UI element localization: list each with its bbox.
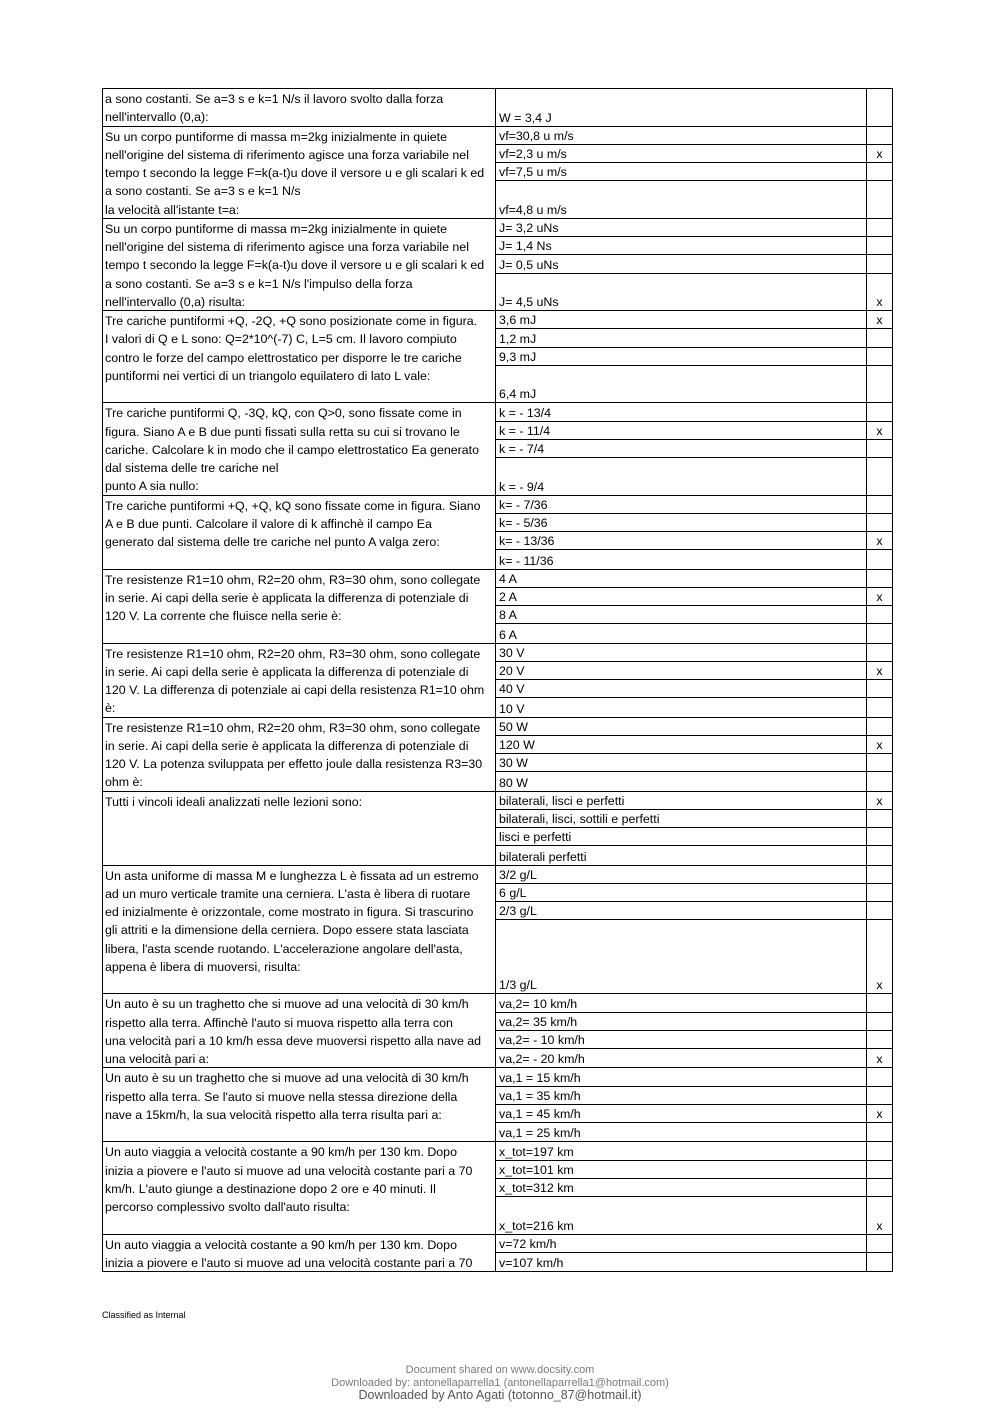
answer-mark-cell — [866, 1068, 892, 1085]
question-text: Su un corpo puntiforme di massa m=2kg inizialmente in quiete nell'origine del sistema di riferimento agisce una forza variabile nel tempo t secondo la legge F=k(a-t)u dove il versore u e gli scalari k ed a sono costanti. Se a=3 s e k=1 N/s la velocità all'istante t=a: — [105, 129, 485, 217]
question-block — [102, 1235, 893, 1273]
question-text: a sono costanti. Se a=3 s e k=1 N/s il lavoro svolto dalla forza nell'intervallo (0,a): — [105, 92, 444, 125]
answer-mark-cell — [866, 736, 892, 753]
footer-shared-note: Document shared on www.docsity.com — [405, 1364, 595, 1376]
answer-mark-cell — [866, 884, 892, 901]
answer-option: J= 1,4 Ns — [499, 239, 552, 254]
answer-option: 6 g/L — [499, 886, 527, 900]
question-text: Su un corpo puntiforme di massa m=2kg inizialmente in quiete nell'origine del sistema di riferimento agisce una forza variabile nel tempo t secondo la legge F=k(a-t)u dove il versore u e gli scalari k ed a sono costanti. Se a=3 s e k=1 N/s l'impulso della forza nell'intervallo (0,a) risulta: — [105, 221, 485, 309]
answer-row — [495, 698, 892, 716]
answer-mark-cell — [866, 792, 892, 809]
answer-row — [495, 514, 892, 532]
correct-mark: x — [876, 978, 883, 993]
answer-option: k= - 13/36 — [499, 534, 555, 549]
answer-option: J= 0,5 uNs — [499, 257, 559, 272]
answer-mark-cell — [866, 624, 892, 642]
question-block — [102, 1142, 893, 1234]
answer-mark-cell — [866, 329, 892, 346]
question-block — [102, 219, 893, 311]
answer-row — [495, 403, 892, 421]
answer-option: x_tot=101 km — [499, 1162, 574, 1177]
question-block — [102, 403, 893, 495]
answer-option: k = - 11/4 — [499, 423, 551, 438]
correct-mark: x — [876, 590, 883, 604]
answer-option: bilaterali, lisci e perfetti — [499, 793, 625, 808]
answer-mark-cell — [866, 1031, 892, 1048]
answer-option: 80 W — [499, 775, 528, 790]
question-block — [102, 792, 893, 866]
answer-mark-cell — [866, 532, 892, 549]
question-block — [102, 88, 893, 127]
answer-row — [495, 496, 892, 514]
question-block — [102, 866, 893, 995]
answer-row — [495, 810, 892, 828]
answer-option: 3/2 g/L — [499, 867, 537, 882]
answer-row — [495, 588, 892, 606]
answer-option: va,2= 10 km/h — [499, 996, 578, 1011]
answer-row — [495, 884, 892, 902]
answer-mark-cell — [866, 237, 892, 254]
answer-row — [495, 237, 892, 255]
question-text: Tre resistenze R1=10 ohm, R2=20 ohm, R3=30 ohm, sono collegate in serie. Ai capi della serie è applicata la differenza di potenziale di 120 V. La potenza sviluppata per effetto joule dalla resistenza R3=30 ohm è: — [105, 720, 483, 790]
answer-option: va,1 = 35 km/h — [499, 1088, 581, 1103]
answer-mark-cell — [866, 1105, 892, 1122]
answer-mark-cell — [866, 458, 892, 495]
answer-option: k= - 7/36 — [499, 497, 548, 512]
answer-row — [495, 606, 892, 624]
answer-row — [495, 772, 892, 790]
correct-mark: x — [876, 147, 883, 161]
answer-mark-cell — [866, 1049, 892, 1067]
answer-row — [495, 1235, 892, 1253]
answer-mark-cell — [866, 846, 892, 864]
answer-row — [495, 736, 892, 754]
question-block — [102, 311, 893, 403]
answer-mark-cell — [866, 902, 892, 919]
correct-mark: x — [876, 313, 883, 328]
answer-option: k= - 11/36 — [499, 553, 554, 568]
answer-mark-cell — [866, 1123, 892, 1141]
classification-label: Classified as Internal — [102, 1310, 186, 1320]
answer-mark-cell — [866, 163, 892, 180]
answer-row — [495, 311, 892, 329]
answer-mark-cell — [866, 311, 892, 328]
question-text: Tre cariche puntiformi Q, -3Q, kQ, con Q>0, sono fissate come in figura. Siano A e B due punti fissati sulla retta su cui si trovano le cariche. Calcolare k in modo che il campo elettrostatico Ea generato dal sistema delle tre cariche nel punto A sia nullo: — [105, 406, 479, 494]
correct-mark: x — [876, 738, 883, 752]
answer-option: vf=7,5 u m/s — [499, 165, 567, 180]
correct-mark: x — [876, 664, 883, 678]
answer-row — [495, 792, 892, 810]
answer-option: 6 A — [499, 627, 517, 642]
answer-mark-cell — [866, 366, 892, 403]
answer-mark-cell — [866, 1197, 892, 1234]
answer-row — [495, 274, 892, 311]
answer-mark-cell — [866, 255, 892, 272]
question-text: Tutti i vincoli ideali analizzati nelle lezioni sono: — [105, 794, 363, 809]
answer-mark-cell — [866, 550, 892, 568]
answer-option: va,2= - 20 km/h — [499, 1052, 585, 1067]
answer-option: va,1 = 45 km/h — [499, 1107, 581, 1121]
answer-row — [495, 828, 892, 846]
answer-option: va,1 = 25 km/h — [499, 1126, 581, 1141]
answer-row — [495, 1197, 892, 1234]
answer-option: 40 V — [499, 682, 525, 697]
answer-mark-cell — [866, 145, 892, 162]
answer-mark-cell — [866, 1142, 892, 1159]
answer-option: vf=2,3 u m/s — [499, 147, 567, 161]
correct-mark: x — [876, 1052, 883, 1067]
quiz-table — [102, 88, 893, 1272]
answer-mark-cell — [866, 181, 892, 218]
answer-mark-cell — [866, 1161, 892, 1178]
answer-option: 2 A — [499, 590, 517, 604]
answer-option: k= - 5/36 — [499, 516, 548, 530]
answer-mark-cell — [866, 866, 892, 883]
answer-mark-cell — [866, 606, 892, 623]
question-block — [102, 127, 893, 219]
footer-download-owner: Downloaded by Anto Agati (totonno_87@hotmail.it) — [358, 1388, 642, 1402]
question-block — [102, 994, 893, 1068]
answer-row — [495, 89, 892, 126]
correct-mark: x — [876, 1107, 883, 1121]
answer-row — [495, 550, 892, 568]
answer-option: lisci e perfetti — [499, 830, 572, 845]
answer-option: v=72 km/h — [499, 1236, 557, 1251]
answer-row — [495, 1068, 892, 1086]
answer-row — [495, 644, 892, 662]
answer-mark-cell — [866, 348, 892, 365]
question-text: Un auto viaggia a velocità costante a 90 km/h per 130 km. Dopo inizia a piovere e l'auto si muove ad una velocità costante pari a 70 — [105, 1237, 473, 1270]
answer-option: 20 V — [499, 664, 525, 678]
question-block — [102, 644, 893, 718]
footer-download-note: Downloaded by: antonellaparrella1 (antonellaparrella1@hotmail.com) — [331, 1377, 669, 1389]
answer-option: 50 W — [499, 719, 528, 734]
answer-row — [495, 866, 892, 884]
correct-mark: x — [876, 423, 883, 438]
answer-option: 30 W — [499, 756, 528, 771]
answer-mark-cell — [866, 1235, 892, 1252]
answer-option: 2/3 g/L — [499, 904, 537, 919]
correct-mark: x — [876, 534, 883, 549]
answer-row — [495, 181, 892, 218]
answer-mark-cell — [866, 828, 892, 845]
answer-row — [495, 163, 892, 181]
answer-row — [495, 329, 892, 347]
answer-row — [495, 902, 892, 920]
answer-row — [495, 422, 892, 440]
question-block — [102, 496, 893, 570]
correct-mark: x — [876, 295, 883, 309]
answer-option: va,1 = 15 km/h — [499, 1070, 581, 1085]
answer-row — [495, 1179, 892, 1197]
answer-row — [495, 1142, 892, 1160]
answer-mark-cell — [866, 754, 892, 771]
answer-mark-cell — [866, 127, 892, 144]
answer-mark-cell — [866, 1087, 892, 1104]
answer-row — [495, 662, 892, 680]
question-text: Tre resistenze R1=10 ohm, R2=20 ohm, R3=30 ohm, sono collegate in serie. Ai capi della serie è applicata la differenza di potenziale di 120 V. La corrente che fluisce nella serie è: — [105, 572, 481, 623]
answer-option: vf=30,8 u m/s — [499, 128, 574, 143]
answer-row — [495, 1123, 892, 1141]
correct-mark: x — [876, 793, 883, 808]
answer-row — [495, 1161, 892, 1179]
answer-mark-cell — [866, 920, 892, 993]
answer-row — [495, 348, 892, 366]
answer-row — [495, 994, 892, 1012]
answer-row — [495, 1013, 892, 1031]
question-text: Tre resistenze R1=10 ohm, R2=20 ohm, R3=30 ohm, sono collegate in serie. Ai capi della serie è applicata la differenza di potenziale di 120 V. La differenza di potenziale ai capi della resistenza R1=10 ohm è: — [105, 646, 485, 716]
answer-mark-cell — [866, 662, 892, 679]
answer-option: va,2= 35 km/h — [499, 1014, 578, 1029]
answer-row — [495, 570, 892, 588]
answer-mark-cell — [866, 1179, 892, 1196]
answer-option: J= 3,2 uNs — [499, 221, 559, 235]
question-text: Un auto viaggia a velocità costante a 90 km/h per 130 km. Dopo inizia a piovere e l'auto si muove ad una velocità costante pari a 70 km/h. L'auto giunge a destinazione dopo 2 ore e 40 minuti. Il percorso complessivo svolto dall'auto risulta: — [105, 1145, 473, 1214]
answer-option: x_tot=216 km — [499, 1218, 574, 1233]
answer-row — [495, 1253, 892, 1271]
answer-row — [495, 718, 892, 736]
answer-row — [495, 255, 892, 273]
answer-row — [495, 1105, 892, 1123]
answer-option: W = 3,4 J — [499, 110, 552, 125]
answer-option: 120 W — [499, 738, 535, 752]
answer-option: 9,3 mJ — [499, 349, 537, 364]
answer-option: k = - 13/4 — [499, 405, 552, 420]
answer-mark-cell — [866, 698, 892, 716]
answer-row — [495, 219, 892, 237]
question-text: Tre cariche puntiformi +Q, +Q, kQ sono fissate come in figura. Siano A e B due punti. Calcolare il valore di k affinchè il campo Ea generato dal sistema delle tre cariche nel punto A valga zero: — [105, 498, 481, 549]
answer-mark-cell — [866, 422, 892, 439]
answer-row — [495, 458, 892, 495]
question-block — [102, 718, 893, 792]
correct-mark: x — [876, 1218, 883, 1233]
answer-option: 10 V — [499, 701, 525, 716]
answer-mark-cell — [866, 1013, 892, 1030]
answer-mark-cell — [866, 994, 892, 1011]
answer-option: k = - 9/4 — [499, 479, 545, 494]
answer-row — [495, 127, 892, 145]
question-text: Un asta uniforme di massa M e lunghezza L è fissata ad un estremo ad un muro verticale tramite una cerniera. L'asta è libera di ruotare ed inizialmente è orizzontale, come mostrato in figura. Si trascurino gli attriti e la dimensione della cerniera. Dopo essere stata lasciata libera, l'asta scende ruotando. L'accelerazione angolare dell'asta, appena è libera di muoversi, risulta: — [105, 868, 479, 974]
answer-row — [495, 1087, 892, 1105]
answer-row — [495, 624, 892, 642]
answer-mark-cell — [866, 718, 892, 735]
question-block — [102, 570, 893, 644]
answer-mark-cell — [866, 1253, 892, 1271]
answer-option: 1/3 g/L — [499, 978, 537, 993]
answer-mark-cell — [866, 680, 892, 697]
answer-mark-cell — [866, 403, 892, 420]
answer-row — [495, 1049, 892, 1067]
answer-option: 30 V — [499, 645, 525, 660]
answer-option: x_tot=197 km — [499, 1144, 574, 1159]
answer-mark-cell — [866, 274, 892, 311]
answer-row — [495, 366, 892, 403]
answer-option: k = - 7/4 — [499, 442, 545, 456]
question-block — [102, 1068, 893, 1142]
answer-option: 6,4 mJ — [499, 387, 537, 402]
answer-option: x_tot=312 km — [499, 1181, 574, 1195]
answer-option: 4 A — [499, 571, 517, 586]
answer-mark-cell — [866, 440, 892, 457]
answer-row — [495, 145, 892, 163]
answer-mark-cell — [866, 588, 892, 605]
answer-mark-cell — [866, 644, 892, 661]
answer-option: 3,6 mJ — [499, 313, 537, 328]
answer-row — [495, 754, 892, 772]
answer-row — [495, 532, 892, 550]
answer-mark-cell — [866, 89, 892, 126]
answer-row — [495, 846, 892, 864]
question-text: Tre cariche puntiformi +Q, -2Q, +Q sono posizionate come in figura. I valori di Q e L sono: Q=2*10^(-7) C, L=5 cm. Il lavoro compiuto contro le forze del campo elettrostatico per disporre le tre cariche puntiformi nei vertici di un triangolo equilatero di lato L vale: — [105, 314, 478, 383]
answer-mark-cell — [866, 810, 892, 827]
answer-option: va,2= - 10 km/h — [499, 1033, 585, 1047]
answer-mark-cell — [866, 219, 892, 236]
answer-mark-cell — [866, 570, 892, 587]
answer-option: 1,2 mJ — [499, 331, 537, 346]
answer-row — [495, 1031, 892, 1049]
answer-option: 8 A — [499, 608, 517, 623]
answer-row — [495, 440, 892, 458]
answer-option: J= 4,5 uNs — [499, 295, 559, 309]
question-text: Un auto è su un traghetto che si muove ad una velocità di 30 km/h rispetto alla terra. Affinchè l'auto si muova rispetto alla terra con una velocità pari a 10 km/h essa deve muoversi rispetto alla nave ad una velocità pari a: — [105, 997, 482, 1066]
answer-option: bilaterali perfetti — [499, 849, 587, 864]
question-text: Un auto è su un traghetto che si muove ad una velocità di 30 km/h rispetto alla terra. Se l'auto si muove nella stessa direzione della nave a 15km/h, la sua velocità rispetto alla terra risulta pari a: — [105, 1071, 469, 1122]
answer-option: vf=4,8 u m/s — [499, 202, 567, 217]
answer-row — [495, 680, 892, 698]
answer-mark-cell — [866, 772, 892, 790]
answer-option: bilaterali, lisci, sottili e perfetti — [499, 812, 660, 826]
answer-row — [495, 920, 892, 993]
answer-option: v=107 km/h — [499, 1256, 564, 1270]
answer-mark-cell — [866, 514, 892, 531]
answer-mark-cell — [866, 496, 892, 513]
